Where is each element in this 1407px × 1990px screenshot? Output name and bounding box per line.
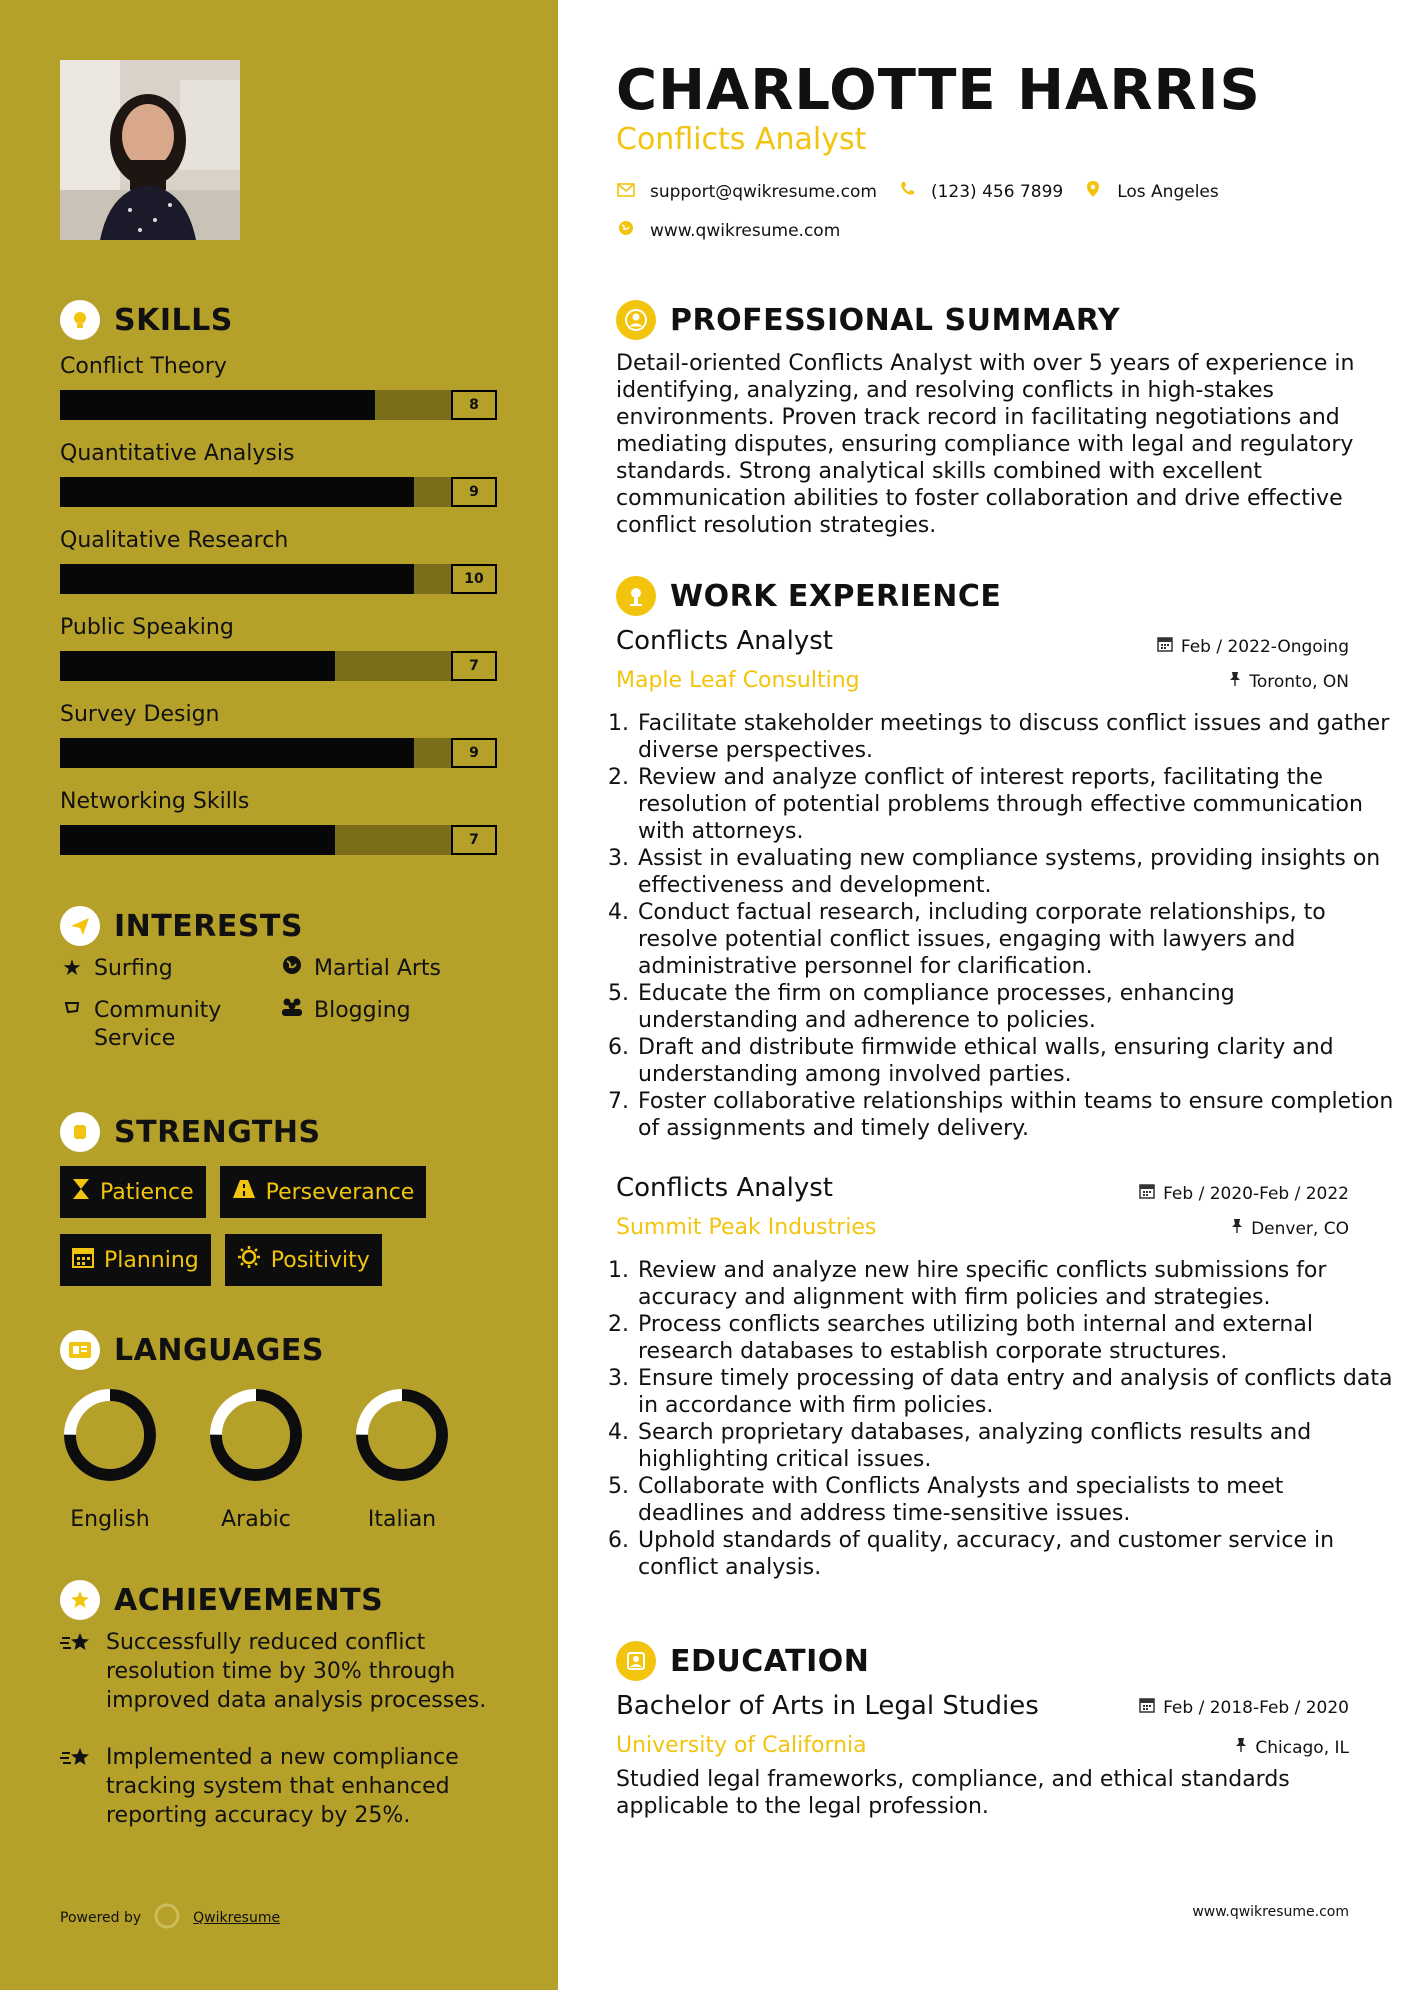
main-content [558, 0, 1407, 1990]
interest-label: Martial Arts [314, 956, 442, 981]
strengths-heading [60, 1112, 321, 1152]
contact-row [616, 180, 1219, 203]
candidate-name: CHARLOTTE HARRIS [616, 58, 1261, 123]
job-location [1231, 1218, 1349, 1239]
list-item: 4. Search proprietary databases, analyzing conflicts results and highlighting critical issues. [636, 1419, 1396, 1473]
skill-item [60, 785, 500, 872]
achievement-text: Implemented a new compliance tracking system that enhanced reporting accuracy by 25%. [106, 1745, 459, 1828]
strength-label: Positivity [270, 1247, 370, 1273]
job-date [1157, 636, 1349, 657]
skill-bar [60, 651, 497, 681]
achievements-list [60, 1628, 500, 1858]
shooting-star-icon [60, 1743, 94, 1830]
list-item: 2. Process conflicts searches utilizing both internal and external research databases to establish corporate structures. [636, 1311, 1396, 1365]
skill-score: 7 [451, 651, 497, 681]
summary-heading [616, 300, 1120, 340]
website-row [616, 220, 840, 241]
briefcase-icon [616, 576, 656, 616]
paper-plane-icon [60, 906, 100, 946]
interest-item [280, 997, 500, 1053]
interests-title: INTERESTS [114, 908, 303, 944]
interest-label: Community Service [94, 998, 222, 1051]
skill-bar-fill [60, 390, 375, 420]
candidate-role: Conflicts Analyst [616, 122, 867, 157]
interests-heading [60, 906, 303, 946]
globe-icon [280, 955, 304, 983]
skill-bar-fill [60, 738, 414, 768]
skill-item [60, 350, 500, 437]
calendar-icon [72, 1246, 94, 1274]
interest-label: Surfing [94, 956, 173, 981]
job-title: Conflicts Analyst [616, 1173, 833, 1203]
interest-item [280, 955, 500, 983]
languages-title: LANGUAGES [114, 1332, 324, 1368]
skill-bar-fill [60, 651, 335, 681]
skill-score: 7 [451, 825, 497, 855]
hand-icon [60, 997, 84, 1053]
skill-bar [60, 738, 497, 768]
language-item [206, 1385, 306, 1532]
skill-bar-fill [60, 825, 335, 855]
achievements-title: ACHIEVEMENTS [114, 1582, 384, 1618]
strengths-list [60, 1166, 500, 1286]
pushpin-icon [1235, 1737, 1247, 1758]
powered-by [60, 1902, 280, 1934]
skill-item [60, 611, 500, 698]
languages-heading [60, 1330, 324, 1370]
skill-name: Public Speaking [60, 615, 234, 640]
qwikresume-link[interactable]: Qwikresume [193, 1910, 281, 1926]
languages-list [60, 1385, 500, 1532]
skill-bar [60, 564, 497, 594]
strength-chip [60, 1234, 211, 1286]
users-icon [280, 997, 304, 1053]
education-date-text: Feb / 2018-Feb / 2020 [1163, 1697, 1349, 1718]
skill-bar [60, 390, 497, 420]
language-donut [352, 1385, 452, 1485]
pushpin-icon [1231, 1218, 1243, 1239]
calendar-icon [1139, 1697, 1155, 1718]
interest-item [60, 955, 280, 983]
job-title: Conflicts Analyst [616, 626, 833, 656]
strength-chip [220, 1166, 427, 1218]
list-item: 5. Educate the firm on compliance processes, enhancing understanding and adherence to policies. [636, 980, 1396, 1034]
skill-score: 9 [451, 738, 497, 768]
job-date [1139, 1183, 1349, 1204]
shooting-star-icon [60, 1628, 94, 1715]
list-item: 1. Review and analyze new hire specific conflicts submissions for accuracy and alignment with firm policies and strategies. [636, 1257, 1396, 1311]
education-description: Studied legal frameworks, compliance, and ethical standards applicable to the legal profession. [616, 1767, 1290, 1819]
language-name: Arabic [221, 1507, 291, 1532]
skill-name: Quantitative Analysis [60, 441, 295, 466]
list-item: 1. Facilitate stakeholder meetings to discuss conflict issues and gather diverse perspectives. [636, 710, 1396, 764]
list-item: 4. Conduct factual research, including corporate relationships, to resolve potential conflict issues, engaging with lawyers and administrative personnel for clarification. [636, 899, 1396, 980]
education-date [1139, 1697, 1349, 1718]
skill-item [60, 524, 500, 611]
footer-website-link[interactable]: www.qwikresume.com [1192, 1904, 1349, 1920]
skills-title: SKILLS [114, 302, 233, 338]
skill-name: Survey Design [60, 702, 220, 727]
education-title: EDUCATION [670, 1643, 870, 1679]
fist-icon [60, 1112, 100, 1152]
skill-score: 10 [451, 564, 497, 594]
sidebar [0, 0, 558, 1990]
strength-label: Patience [100, 1179, 194, 1205]
graduation-icon [616, 1641, 656, 1681]
strength-chip [225, 1234, 382, 1286]
job-location-text: Denver, CO [1251, 1218, 1349, 1239]
school-name: University of California [616, 1733, 867, 1758]
company-name: Maple Leaf Consulting [616, 668, 860, 693]
achievement-text: Successfully reduced conflict resolution time by 30% through improved data analysis processes. [106, 1630, 487, 1713]
skill-bar-fill [60, 564, 414, 594]
website-link[interactable]: www.qwikresume.com [650, 220, 841, 241]
powered-by-label: Powered by [60, 1910, 142, 1926]
language-item [352, 1385, 452, 1532]
interests-list [60, 955, 500, 1053]
calendar-icon [1139, 1183, 1155, 1204]
list-item: 6. Uphold standards of quality, accuracy, and customer service in conflict analysis. [636, 1527, 1396, 1581]
experience-heading [616, 576, 1001, 616]
skill-name: Qualitative Research [60, 528, 289, 553]
globe-icon [616, 220, 636, 241]
skill-item [60, 698, 500, 785]
language-item [60, 1385, 160, 1532]
language-name: English [70, 1507, 150, 1532]
experience-title: WORK EXPERIENCE [670, 578, 1002, 614]
user-icon [616, 300, 656, 340]
skill-score: 8 [451, 390, 497, 420]
job-date-text: Feb / 2020-Feb / 2022 [1163, 1183, 1349, 1204]
skills-heading [60, 300, 233, 340]
phone-icon [897, 181, 917, 202]
list-item: 7. Foster collaborative relationships within teams to ensure completion of assignments and timely delivery. [636, 1088, 1396, 1142]
medal-star-icon [60, 1580, 100, 1620]
education-location-text: Chicago, IL [1255, 1737, 1349, 1758]
company-name: Summit Peak Industries [616, 1215, 877, 1240]
skills-list [60, 350, 500, 872]
skill-name: Networking Skills [60, 789, 250, 814]
email-link[interactable]: support@qwikresume.com [650, 181, 877, 202]
achievement-item [60, 1628, 500, 1715]
skill-bar-fill [60, 477, 414, 507]
job-date-text: Feb / 2022-Ongoing [1180, 636, 1349, 657]
job-location [1229, 671, 1349, 692]
sun-icon [237, 1245, 261, 1275]
language-name: Italian [367, 1507, 437, 1532]
strength-label: Planning [104, 1247, 199, 1273]
pushpin-icon [1229, 671, 1241, 692]
skill-bar [60, 477, 497, 507]
road-icon [232, 1179, 256, 1205]
language-donut [60, 1385, 160, 1485]
summary-text: Detail-oriented Conflicts Analyst with over 5 years of experience in identifying, analyzing, and resolving conflicts in high-stakes environments. Proven track record in facilitating negotiations and mediating disputes, ensuring compliance with legal and regulatory standards. Strong analytical skills combined with excellent communication abilities to foster collaboration and drive effective conflict resolution strategies. [616, 351, 1355, 538]
education-heading [616, 1641, 869, 1681]
language-donut [206, 1385, 306, 1485]
strength-label: Perseverance [265, 1179, 415, 1205]
lightbulb-icon [60, 300, 100, 340]
education-location [1235, 1737, 1349, 1758]
phone-text: (123) 456 7899 [930, 181, 1064, 202]
list-item: 2. Review and analyze conflict of interest reports, facilitating the resolution of potential problems through effective communication with attorneys. [636, 764, 1396, 845]
qwikresume-logo-icon [153, 1902, 181, 1934]
strengths-title: STRENGTHS [114, 1114, 321, 1150]
map-pin-icon [1083, 180, 1103, 203]
interest-label: Blogging [314, 998, 411, 1023]
job-duties-list [616, 710, 1396, 1142]
summary-title: PROFESSIONAL SUMMARY [670, 302, 1121, 338]
list-item: 5. Collaborate with Conflicts Analysts and specialists to meet deadlines and address time-sensitive issues. [636, 1473, 1396, 1527]
achievements-heading [60, 1580, 383, 1620]
achievement-item [60, 1743, 500, 1830]
list-item: 3. Assist in evaluating new compliance systems, providing insights on effectiveness and development. [636, 845, 1396, 899]
language-icon [60, 1330, 100, 1370]
interest-item [60, 997, 280, 1053]
list-item: 6. Draft and distribute firmwide ethical walls, ensuring clarity and understanding among involved parties. [636, 1034, 1396, 1088]
skill-bar [60, 825, 497, 855]
skill-name: Conflict Theory [60, 354, 227, 379]
job-duties-list [616, 1257, 1396, 1581]
location-text: Los Angeles [1117, 181, 1219, 202]
strength-chip [60, 1166, 206, 1218]
profile-photo [60, 60, 240, 240]
skill-item [60, 437, 500, 524]
skill-score: 9 [451, 477, 497, 507]
envelope-icon [616, 181, 636, 202]
star-icon: ★ [62, 956, 82, 981]
degree-title: Bachelor of Arts in Legal Studies [616, 1691, 1039, 1721]
list-item: 3. Ensure timely processing of data entry and analysis of conflicts data in accordance with firm policies. [636, 1365, 1396, 1419]
hourglass-icon [72, 1178, 90, 1206]
job-location-text: Toronto, ON [1249, 671, 1349, 692]
calendar-icon [1157, 636, 1173, 657]
